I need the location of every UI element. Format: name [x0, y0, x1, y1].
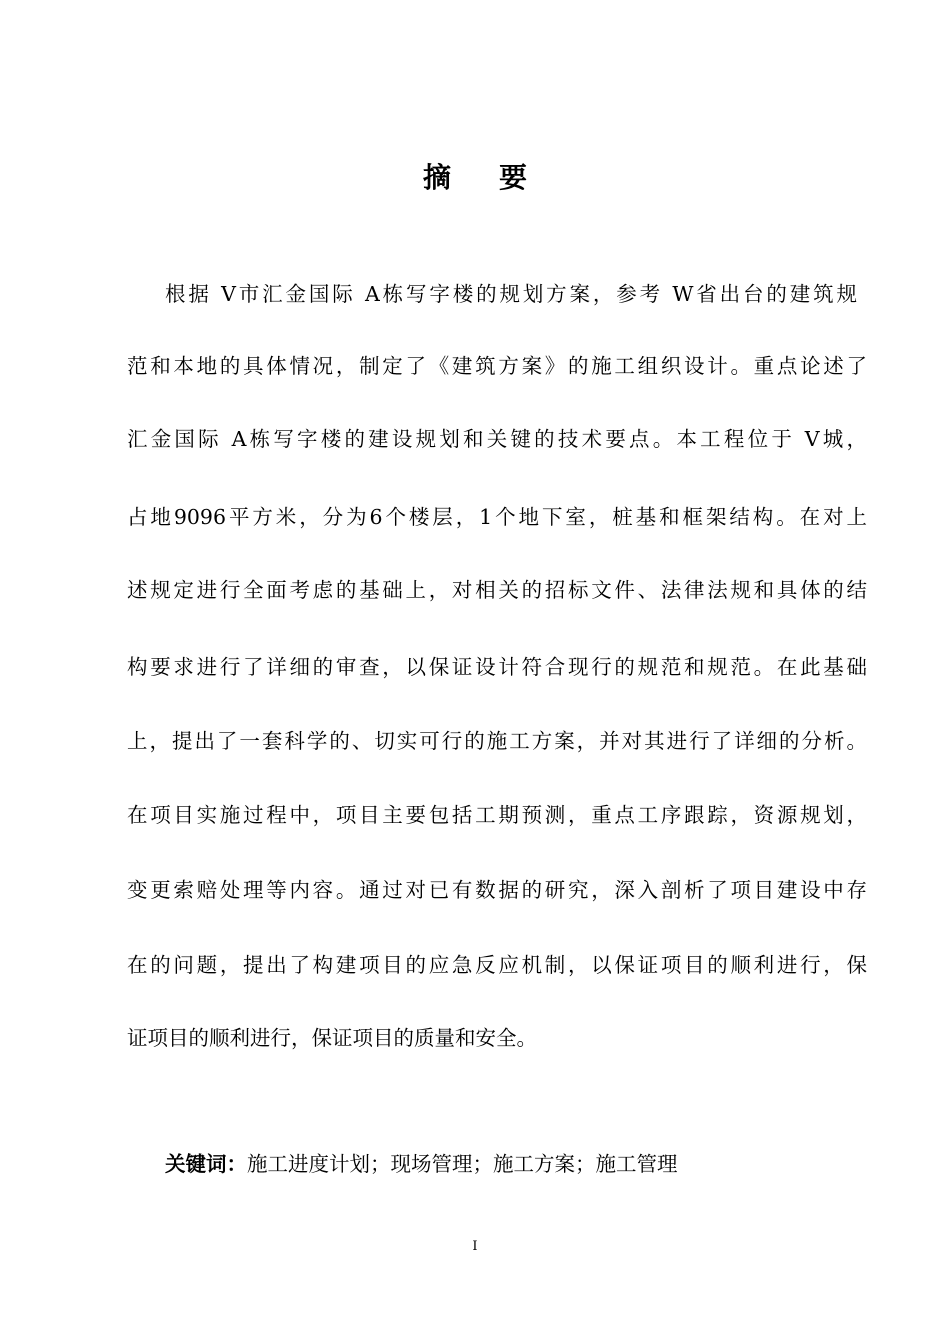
keywords-text: 施工进度计划；现场管理；施工方案；施工管理 [247, 1152, 678, 1176]
page-title [0, 158, 950, 198]
page-number: I [472, 1239, 478, 1254]
abstract-line-8: 在项目实施过程中，项目主要包括工期预测，重点工序跟踪，资源规划， [127, 803, 867, 827]
abstract-line-4: 占地9096平方米，分为6个楼层，1个地下室，桩基和框架结构。在对上 [127, 505, 867, 529]
abstract-line-2: 范和本地的具体情况，制定了《建筑方案》的施工组织设计。重点论述了 [127, 354, 867, 378]
keywords [165, 1149, 678, 1179]
title-char-1: 摘 [422, 161, 451, 194]
title-char-2: 要 [499, 161, 528, 194]
abstract-line-6: 构要求进行了详细的审查，以保证设计符合现行的规范和规范。在此基础 [127, 655, 867, 679]
abstract-line-7: 上，提出了一套科学的、切实可行的施工方案，并对其进行了详细的分析。 [127, 729, 867, 753]
abstract-line-1: 根据 V市汇金国际 A栋写字楼的规划方案，参考 W省出台的建筑规 [165, 282, 857, 306]
keywords-label: 关键词： [165, 1152, 247, 1176]
abstract-line-9: 变更索赔处理等内容。通过对已有数据的研究，深入剖析了项目建设中存 [127, 878, 867, 902]
abstract-line-3: 汇金国际 A栋写字楼的建设规划和关键的技术要点。本工程位于 V城， [127, 427, 867, 451]
abstract-line-11: 证项目的顺利进行，保证项目的质量和安全。 [127, 1026, 537, 1050]
abstract-line-5: 述规定进行全面考虑的基础上，对相关的招标文件、法律法规和具体的结 [127, 578, 867, 602]
abstract-line-10: 在的问题，提出了构建项目的应急反应机制，以保证项目的顺利进行，保 [127, 953, 867, 977]
